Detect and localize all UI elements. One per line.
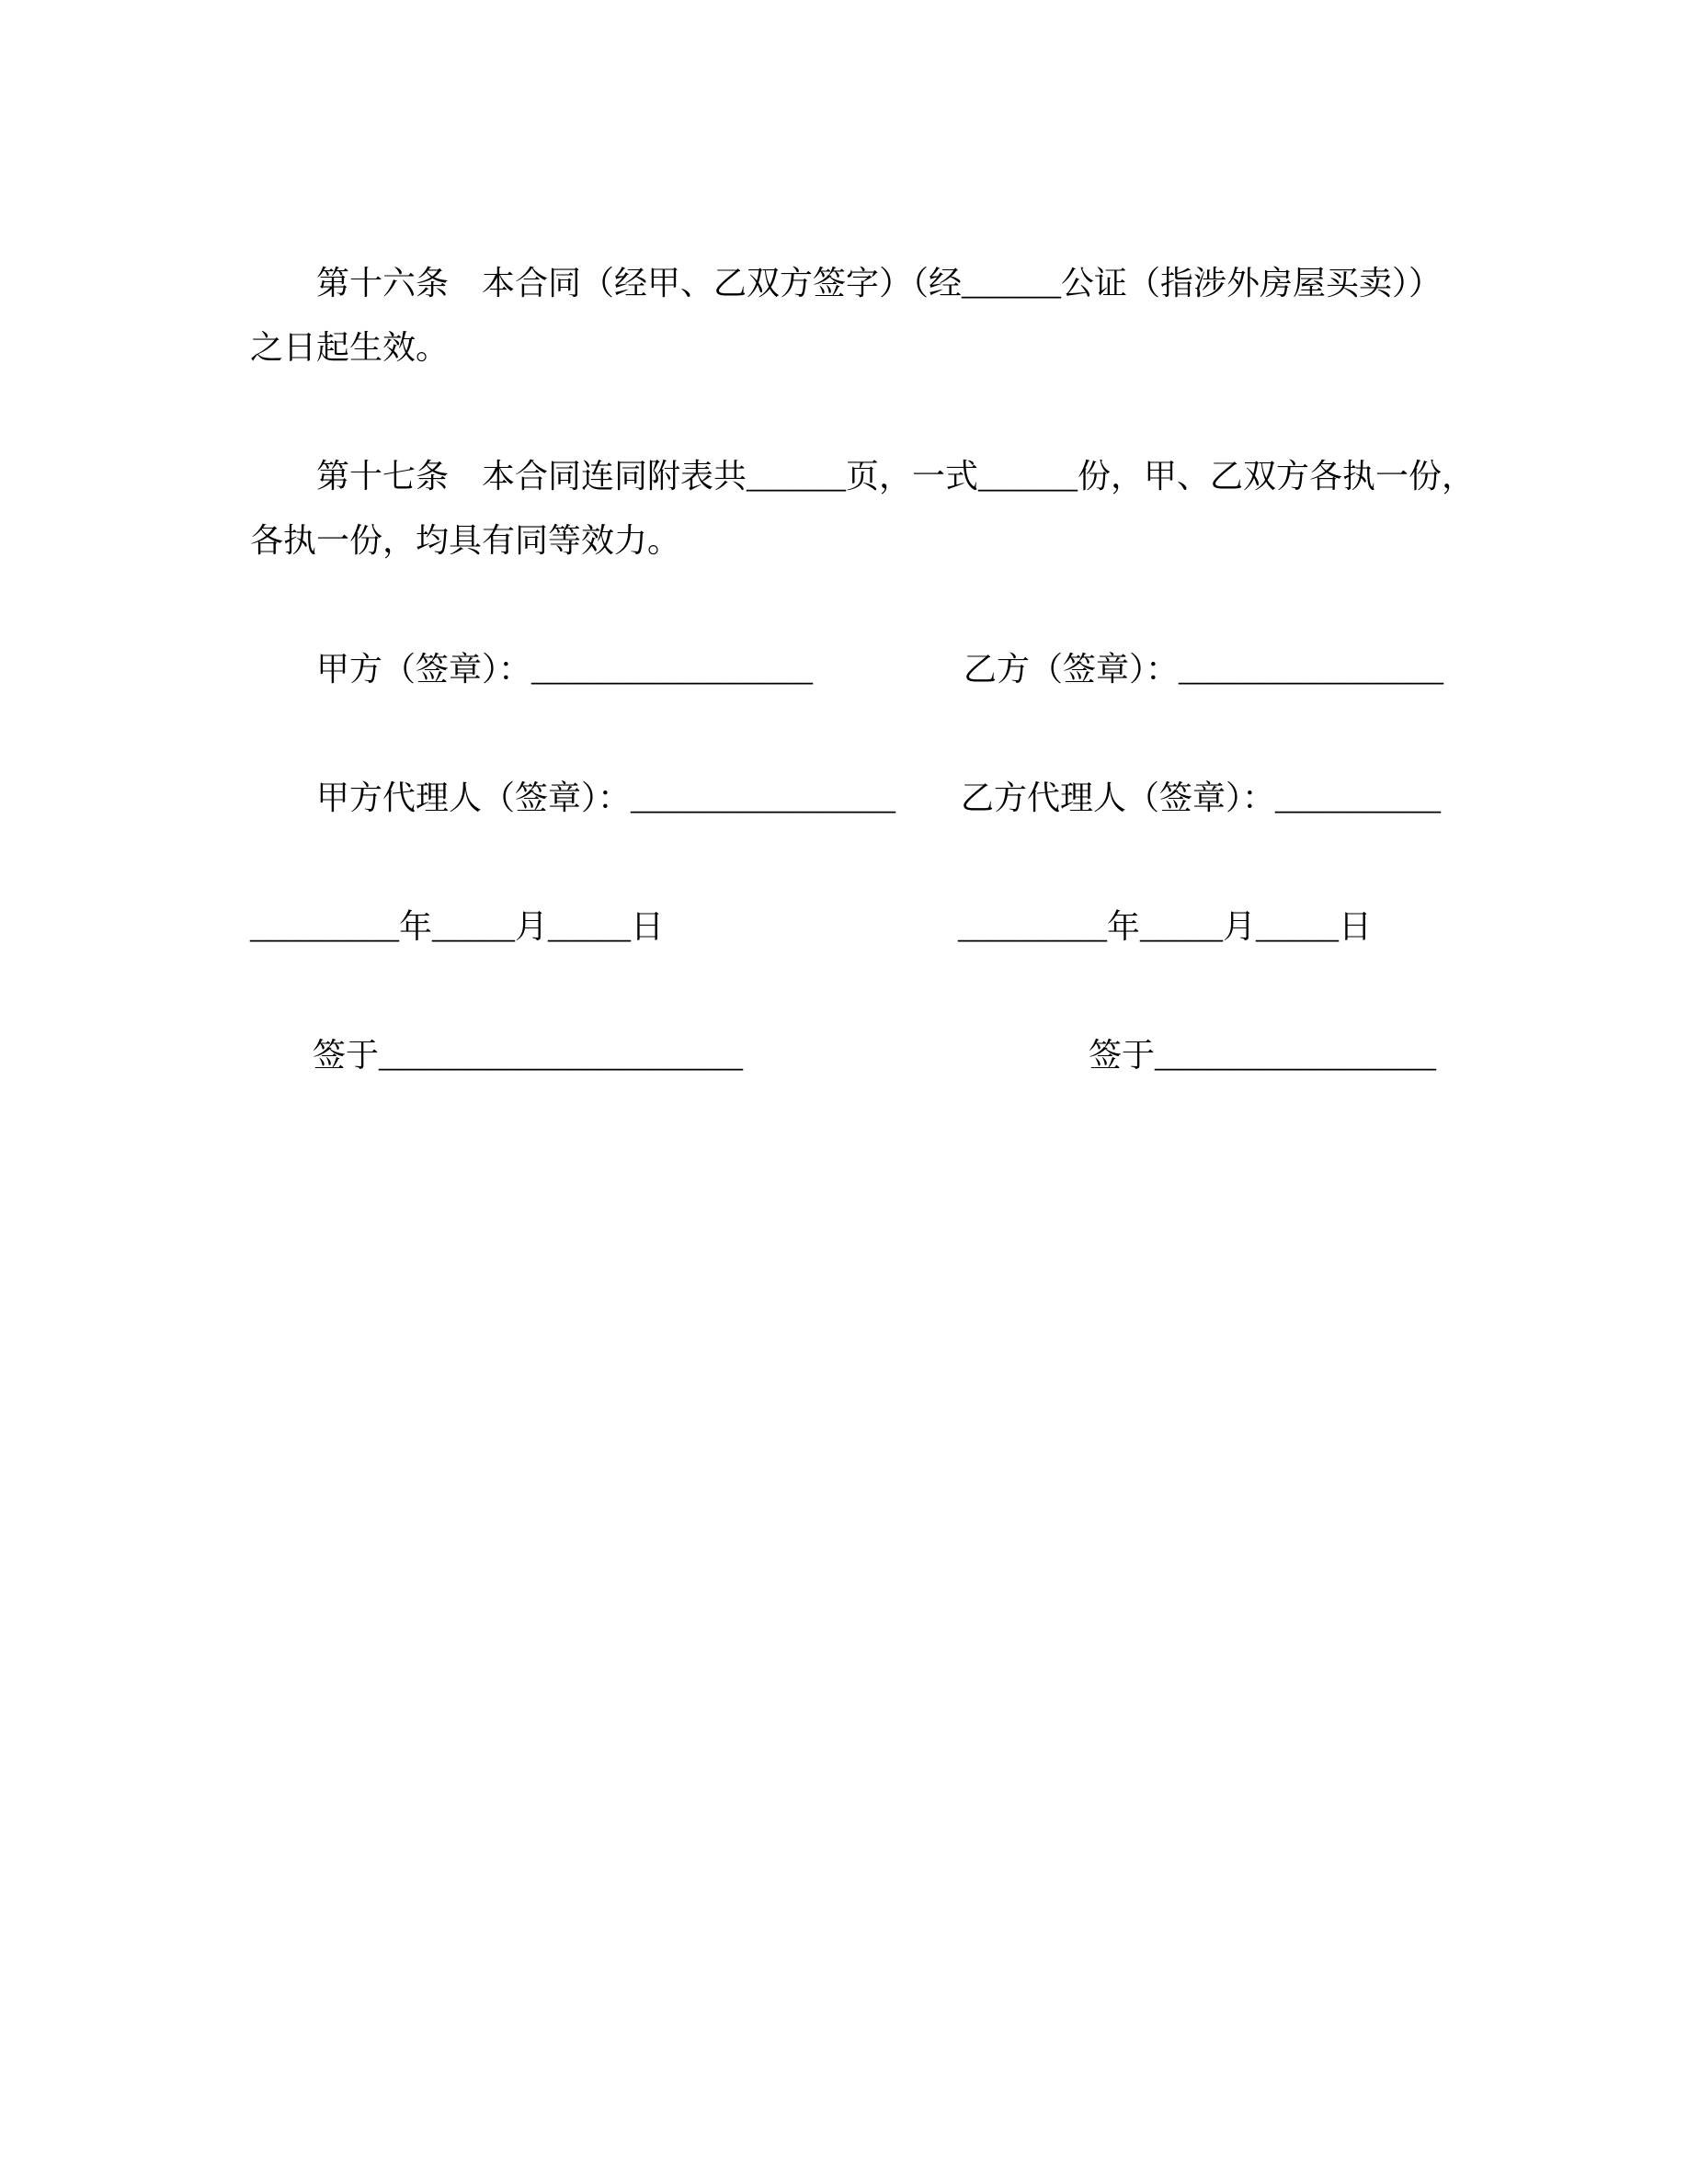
agent-signature-row bbox=[250, 766, 1454, 830]
party-b-agent-seal-line: 乙方代理人（签章）：__________ bbox=[961, 779, 1442, 816]
party-a-agent-seal-line: 甲方代理人（签章）：________________ bbox=[316, 779, 896, 816]
signed-at-row bbox=[250, 1023, 1454, 1087]
party-b-seal-line: 乙方（签章）：________________ bbox=[964, 651, 1444, 688]
clause-16-paragraph bbox=[250, 251, 1454, 380]
date-line-left: _________年_____月_____日 bbox=[250, 908, 664, 945]
party-a-seal-line: 甲方（签章）：_________________ bbox=[316, 651, 814, 688]
clause-17-line-2: 各执一份，均具有同等效力。 bbox=[250, 522, 681, 559]
clause-16-line-2: 之日起生效。 bbox=[250, 329, 450, 366]
clause-17-line-1: 第十七条 本合同连同附表共______页，一式______份，甲、乙双方各执一份， bbox=[316, 458, 1476, 495]
clause-17-paragraph bbox=[250, 444, 1476, 573]
date-line-right: _________年_____月_____日 bbox=[958, 908, 1372, 945]
clause-16-line-1: 第十六条 本合同（经甲、乙双方签字）（经______公证（指涉外房屋买卖）） bbox=[316, 265, 1443, 301]
seal-signature-row bbox=[250, 637, 1454, 701]
date-row bbox=[250, 894, 1454, 959]
signed-at-right-line: 签于_________________ bbox=[1089, 1037, 1437, 1074]
signed-at-left-line: 签于______________________ bbox=[313, 1037, 744, 1074]
